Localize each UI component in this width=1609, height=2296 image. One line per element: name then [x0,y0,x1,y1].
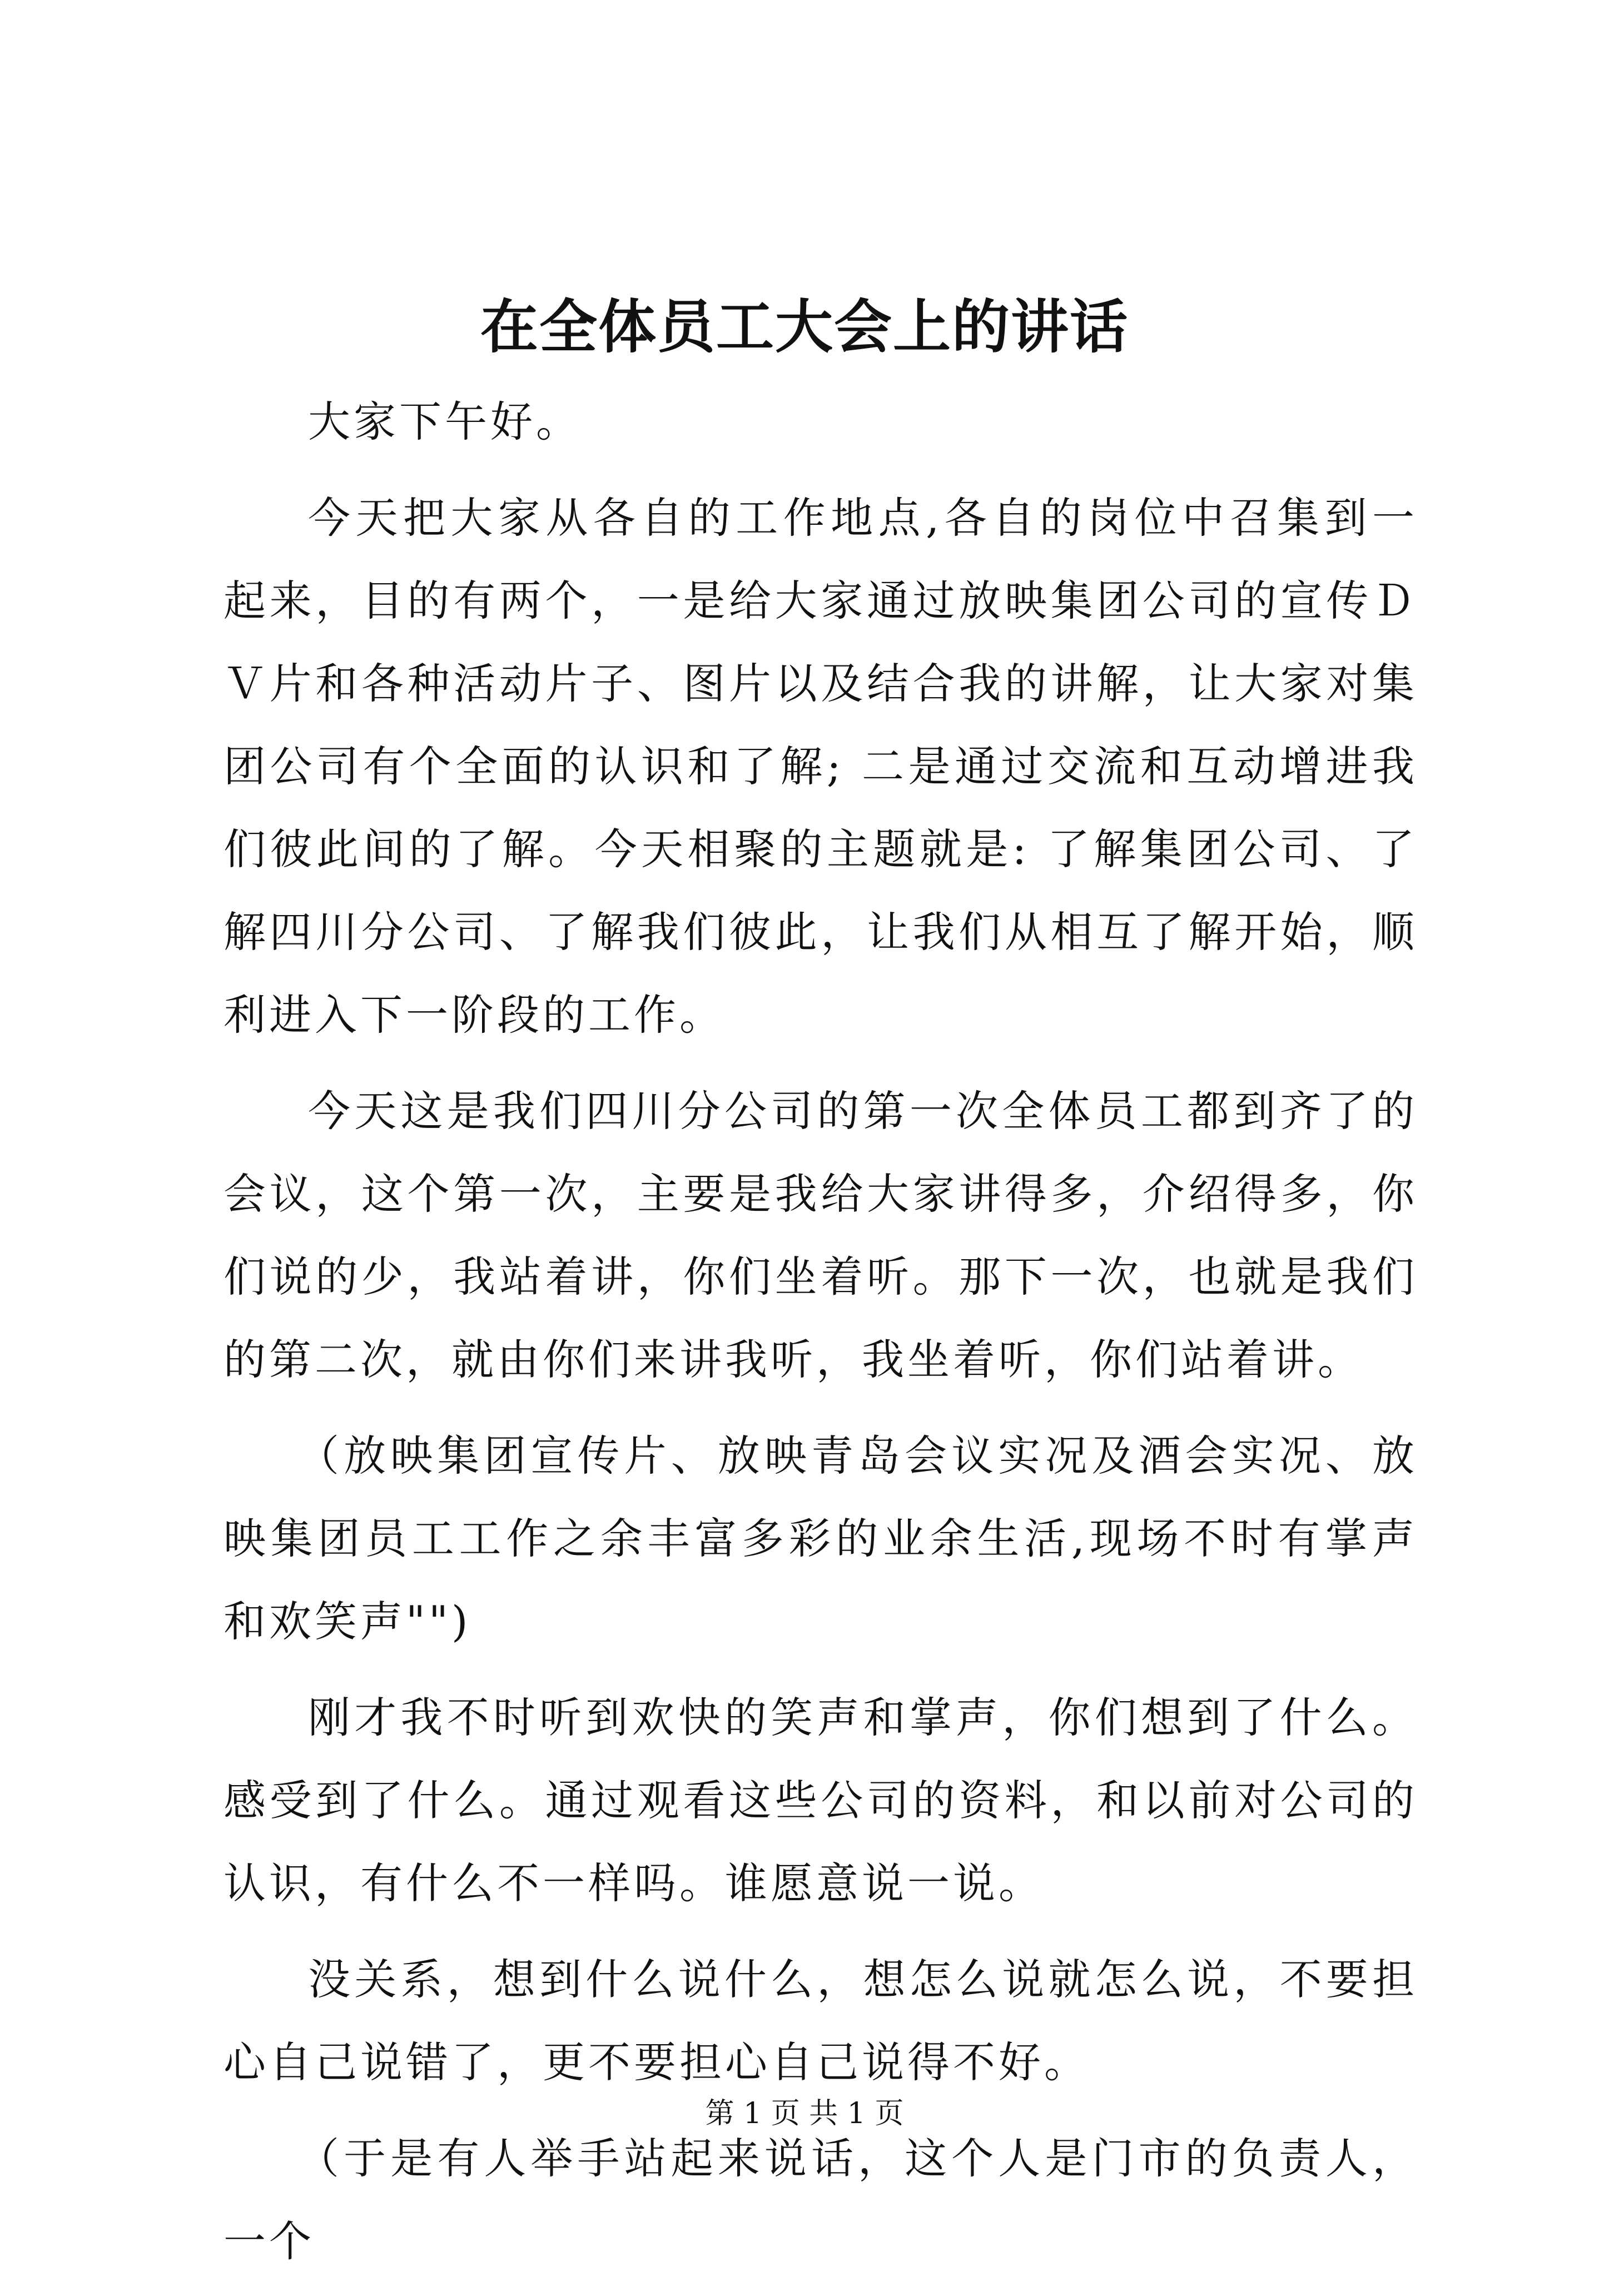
paragraph-purpose: 今天把大家从各自的工作地点,各自的岗位中召集到一起来，目的有两个，一是给大家通过放映集团公司的宣传ＤＶ片和各种活动片子、图片以及结合我的讲解，让大家对集团公司有个全面的认识和了解; 二是通过交流和互动增进我们彼此间的了解。今天相聚的主题就是: 了解集团公司、了解四川分公司、了解我们彼此，让我们从相互了解开始，顺利进入下一阶段的工作。 [224,493,1418,1040]
page-footer: 第 1 页 共 1 页 [705,2097,904,2130]
paragraph-stage-note-response: （于是有人举手站起来说话，这个人是门市的负责人，一个 [224,2134,1418,2266]
paragraph-encourage: 没关系，想到什么说什么，想怎么说就怎么说，不要担心自己说错了，更不要担心自己说得不好。 [224,1955,1418,2087]
document-title: 在全体员工大会上的讲话 [480,292,1129,361]
paragraph-first-meeting: 今天这是我们四川分公司的第一次全体员工都到齐了的会议，这个第一次，主要是我给大家讲得多，介绍得多，你们说的少，我站着讲，你们坐着听。那下一次，也就是我们的第二次，就由你们来讲我听，我坐着听，你们站着讲。 [224,1086,1418,1384]
document-body [224,380,1418,2296]
paragraph-stage-note-video: （放映集团宣传片、放映青岛会议实况及酒会实况、放映集团员工工作之余丰富多彩的业余生活,现场不时有掌声和欢笑声"") [224,1431,1418,1646]
paragraph-greeting: 大家下午好。 [308,397,582,446]
paragraph-question: 刚才我不时听到欢快的笑声和掌声，你们想到了什么。感受到了什么。通过观看这些公司的资料，和以前对公司的认识，有什么不一样吗。谁愿意说一说。 [224,1693,1418,1908]
